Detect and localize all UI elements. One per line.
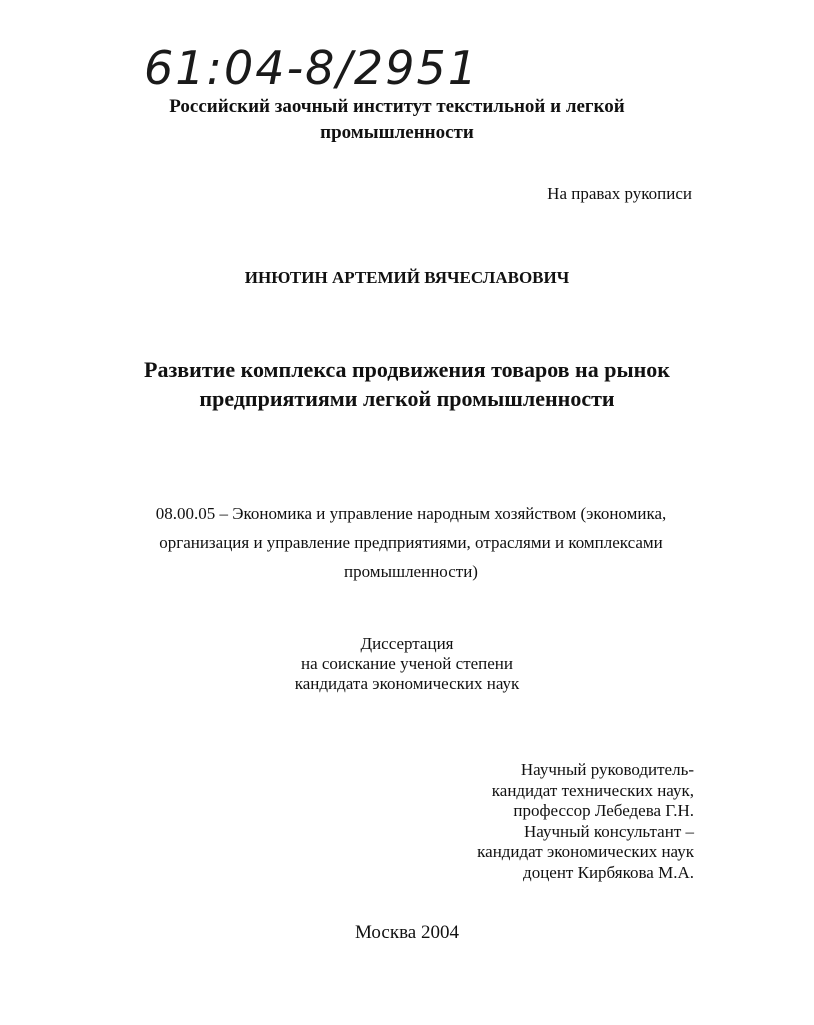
specialty-line-1: 08.00.05 – Экономика и управление народным хозяйством (экономика, [155,504,667,523]
handwritten-registry-number [140,40,479,100]
degree-line-1: Диссертация [360,634,454,653]
handwritten-code-text: 61:04-8/2951 [144,41,479,95]
degree-line-3: кандидата экономических наук [294,674,520,693]
rights-note: На правах рукописи [547,184,692,203]
author-name: ИНЮТИН АРТЕМИЙ ВЯЧЕСЛАВОВИЧ [244,268,570,287]
specialty-line-2: организация и управление предприятиями, отраслями и комплексами [159,533,663,552]
degree-statement [200,634,614,694]
supervisor-line-2: кандидат технических наук, [491,780,694,800]
city-year: Москва 2004 [355,922,459,943]
consultant-line-1: Научный консультант – [524,821,694,841]
institute-line-1: Российский заочный институт текстильной и легкой [169,96,625,117]
consultant-line-2: кандидат экономических наук [477,842,694,861]
institute-name [120,94,674,146]
specialty-line-3: промышленности) [344,562,478,581]
title-line-1: Развитие комплекса продвижения товаров на рынок [144,357,670,382]
degree-line-2: на соискание ученой степени [300,654,514,673]
supervisors-block [477,760,694,883]
consultant-line-3: доцент Кирбякова М.А. [523,862,694,882]
supervisor-line-3: профессор Лебедева Г.Н. [513,801,694,820]
institute-line-2: промышленности [320,122,474,143]
supervisor-line-1: Научный руководитель- [520,760,694,779]
specialty-code [120,499,702,586]
title-line-2: предприятиями легкой промышленности [199,386,615,411]
dissertation-title [100,355,714,413]
